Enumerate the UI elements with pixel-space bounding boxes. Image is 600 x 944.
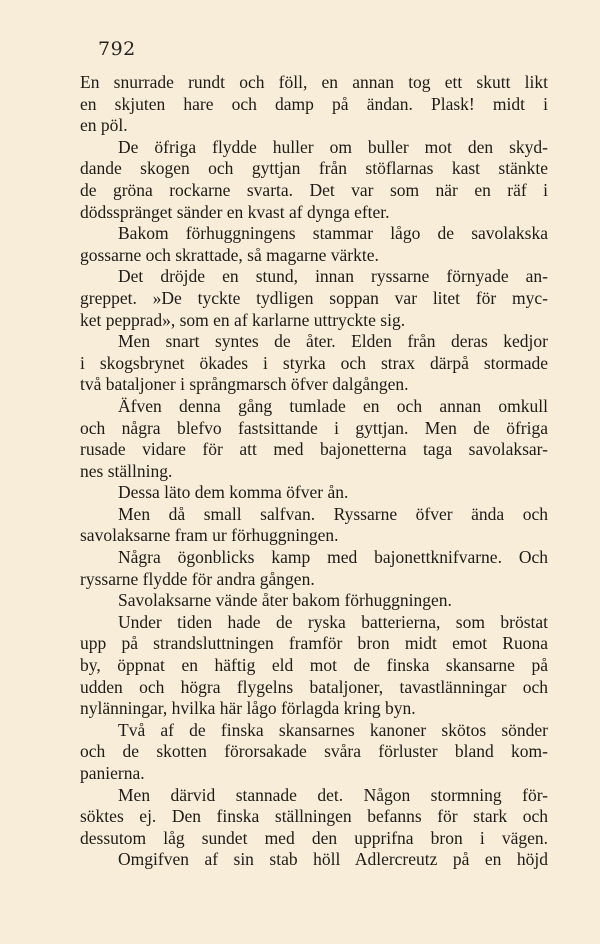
- text-line: udden och högra flygelns bataljoner, tavastlänningar och: [80, 676, 548, 697]
- text-line: Äfven denna gång tumlade en och annan omkull: [118, 395, 548, 416]
- text-line: Savolaksarne vände åter bakom förhuggningen.: [118, 590, 452, 611]
- text-line: och de skotten förorsakade svåra förluster bland kom-: [80, 741, 548, 762]
- text-line: Men då small salfvan. Ryssarne öfver ända och: [118, 503, 548, 524]
- text-line: Några ögonblicks kamp med bajonettknifvarne. Och: [118, 547, 548, 568]
- text-line: Dessa läto dem komma öfver ån.: [118, 482, 349, 503]
- text-line: dessutom låg sundet med den upprifna bron i vägen.: [80, 827, 548, 848]
- text-line: nylänningar, hvilka här lågo förlagda kring byn.: [80, 698, 416, 719]
- text-line: Två af de finska skansarnes kanoner skötos sönder: [118, 719, 548, 740]
- text-line: dande skogen och gyttjan från stöflarnas kast stänkte: [80, 158, 548, 179]
- text-line: Omgifven af sin stab höll Adlercreutz på en höjd: [118, 849, 548, 870]
- text-line: Det dröjde en stund, innan ryssarne förnyade an-: [118, 266, 548, 287]
- text-line: och några blefvo fastsittande i gyttjan. Men de öfriga: [80, 417, 548, 438]
- text-line: De öfriga flydde huller om buller mot den skyd-: [118, 136, 548, 157]
- text-line: savolaksarne fram ur förhuggningen.: [80, 525, 339, 546]
- text-line: i skogsbrynet ökades i styrka och strax därpå stormade: [80, 352, 548, 373]
- text-line: en pöl.: [80, 115, 128, 136]
- text-line: Under tiden hade de ryska batterierna, som bröstat: [118, 611, 548, 632]
- text-line: ryssarne flydde för andra gången.: [80, 568, 315, 589]
- text-line: gossarne och skrattade, så magarne värkte.: [80, 244, 379, 265]
- text-line: två bataljoner i språngmarsch öfver dalgången.: [80, 374, 409, 395]
- text-line: En snurrade rundt och föll, en annan tog ett skutt likt: [80, 72, 548, 92]
- text-line: dödsspränget sänder en kvast af dynga efter.: [80, 201, 390, 222]
- text-line: Men snart syntes de åter. Elden från deras kedjor: [118, 331, 548, 352]
- body-text: [80, 72, 548, 871]
- text-line: nes ställning.: [80, 460, 173, 481]
- page-number: 792: [98, 38, 136, 60]
- text-line: by, öppnat en häftig eld mot de finska skansarne på: [80, 655, 548, 676]
- text-line: panierna.: [80, 763, 145, 783]
- text-line: söktes ej. Den finska ställningen befanns för stark och: [80, 806, 548, 827]
- text-line: Bakom förhuggningens stammar lågo de savolakska: [118, 223, 548, 244]
- text-line: en skjuten hare och damp på ändan. Plask! midt i: [80, 93, 548, 114]
- text-line: de gröna rockarne svarta. Det var som när en räf i: [80, 179, 548, 200]
- text-line: Men därvid stannade det. Någon stormning för-: [118, 784, 548, 805]
- text-line: upp på strandsluttningen framför bron midt emot Ruona: [80, 633, 548, 654]
- text-line: rusade vidare för att med bajonetterna taga savolaksar-: [80, 439, 548, 460]
- text-line: greppet. »De tyckte tydligen soppan var litet för myc-: [80, 287, 548, 308]
- text-line: ket pepprad», som en af karlarne uttryckte sig.: [80, 309, 406, 330]
